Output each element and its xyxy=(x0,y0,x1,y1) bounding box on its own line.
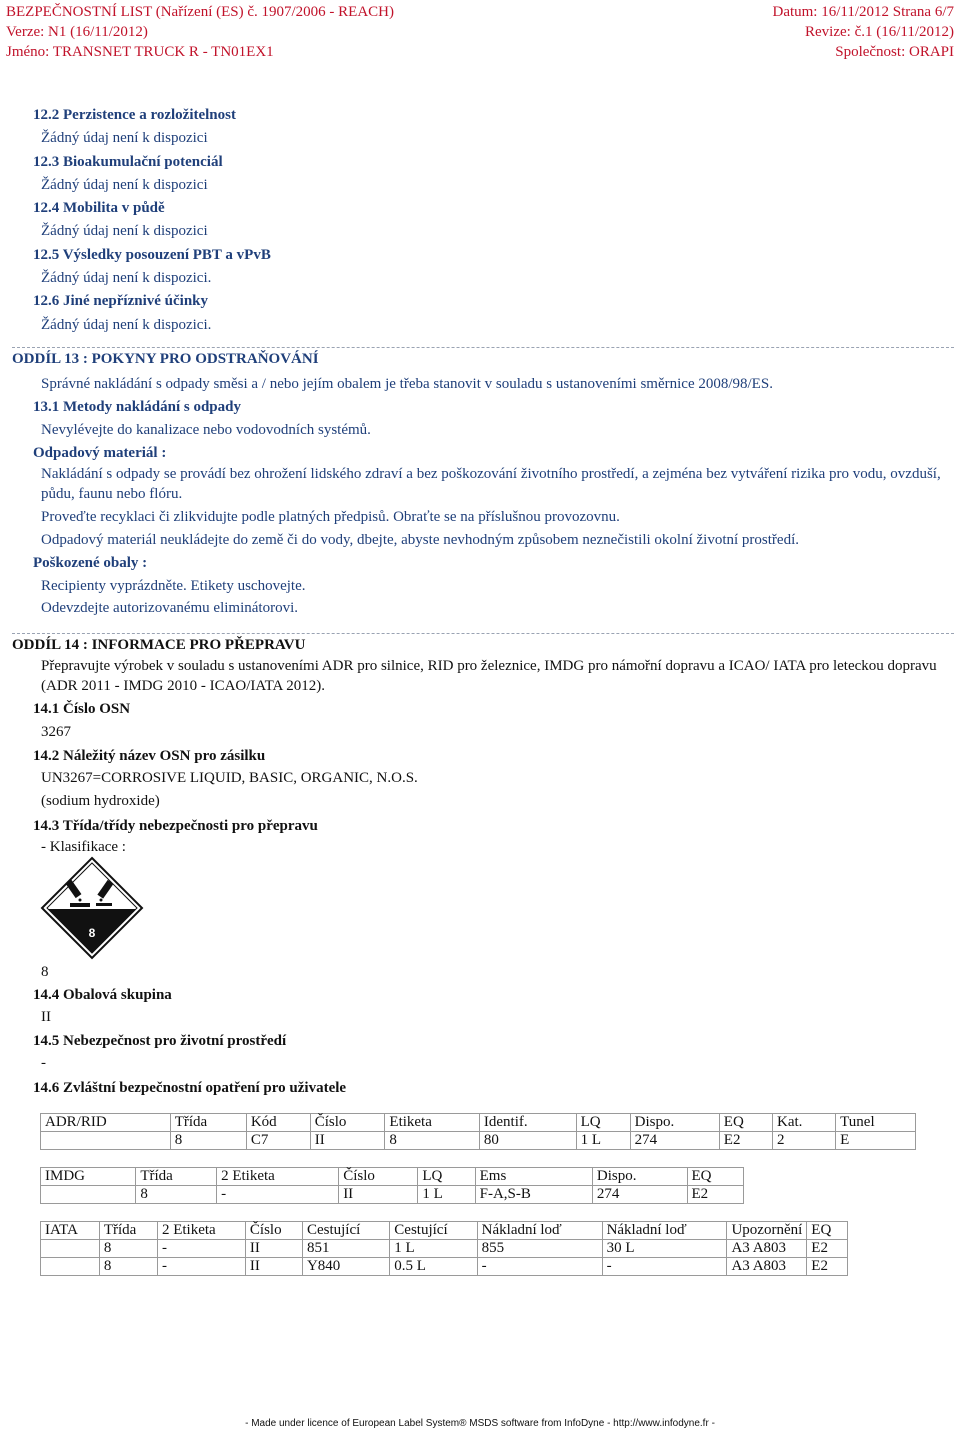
table-cell: Číslo xyxy=(339,1168,418,1186)
table-cell: IMDG xyxy=(41,1168,136,1186)
table-cell: 8 xyxy=(99,1258,157,1276)
table-cell: II xyxy=(310,1132,385,1150)
table-row xyxy=(41,1186,744,1204)
adr-table xyxy=(40,1113,916,1150)
header-version: Verze: N1 (16/11/2012) xyxy=(6,24,148,40)
table-cell: A3 A803 xyxy=(727,1258,807,1276)
table-header-row xyxy=(41,1168,744,1186)
subsection-title: 12.3 Bioakumulační potenciál xyxy=(33,153,223,170)
subsection-text: Žádný údaj není k dispozici. xyxy=(41,316,212,333)
table-cell: Dispo. xyxy=(592,1168,687,1186)
table-cell: 30 L xyxy=(602,1240,727,1258)
table-cell: F-A,S-B xyxy=(475,1186,592,1204)
table-cell: E2 xyxy=(807,1258,848,1276)
table-cell: EQ xyxy=(719,1114,772,1132)
iata-table xyxy=(40,1221,848,1276)
table-cell: 274 xyxy=(592,1186,687,1204)
table-cell: - xyxy=(157,1240,245,1258)
section-14-heading: ODDÍL 14 : INFORMACE PRO PŘEPRAVU xyxy=(12,633,954,655)
table-cell: 855 xyxy=(477,1240,602,1258)
table-cell: 1 L xyxy=(418,1186,475,1204)
header-title: BEZPEČNOSTNÍ LIST (Nařízení (ES) č. 1907/2006 - REACH) xyxy=(6,4,395,20)
table-cell: - xyxy=(217,1186,339,1204)
subsection-text: Žádný údaj není k dispozici xyxy=(41,223,208,240)
table-cell: Y840 xyxy=(302,1258,389,1276)
header-row-2 xyxy=(6,22,954,42)
subsection-text: Žádný údaj není k dispozici. xyxy=(41,270,212,287)
table-cell: Číslo xyxy=(245,1222,302,1240)
table-cell: Cestující xyxy=(390,1222,477,1240)
imdg-table xyxy=(40,1167,744,1204)
table-cell: Kód xyxy=(246,1114,310,1132)
table-cell: 2 Etiketa xyxy=(157,1222,245,1240)
table-cell: Číslo xyxy=(310,1114,385,1132)
table-cell: E2 xyxy=(807,1240,848,1258)
s14-sub4-title: 14.4 Obalová skupina xyxy=(33,987,172,1003)
header-company: Společnost: ORAPI xyxy=(835,44,954,60)
shipping-name-detail: (sodium hydroxide) xyxy=(41,793,160,809)
s13-sub1-title: 13.1 Metody nakládání s odpady xyxy=(33,399,241,415)
table-cell: 80 xyxy=(479,1132,576,1150)
table-cell: Cestující xyxy=(302,1222,389,1240)
table-cell: Nákladní loď xyxy=(602,1222,727,1240)
subsection-text: Žádný údaj není k dispozici xyxy=(41,176,208,193)
waste-material-label: Odpadový materiál : xyxy=(33,445,167,461)
table-cell: Tunel xyxy=(836,1114,916,1132)
table-cell: II xyxy=(245,1240,302,1258)
packaging-text-2: Odevzdejte autorizovanému eliminátorovi. xyxy=(41,600,298,616)
table-cell: IATA xyxy=(41,1222,100,1240)
table-cell: 1 L xyxy=(390,1240,477,1258)
table-cell: II xyxy=(245,1258,302,1276)
table-cell: 8 xyxy=(170,1132,246,1150)
table-cell xyxy=(41,1258,100,1276)
table-cell: E xyxy=(836,1132,916,1150)
classification-label: - Klasifikace : xyxy=(41,839,126,855)
table-cell: E2 xyxy=(687,1186,744,1204)
header-row-3 xyxy=(6,42,954,62)
table-cell: Identif. xyxy=(479,1114,576,1132)
table-cell: - xyxy=(477,1258,602,1276)
s13-intro: Správné nakládání s odpady směsi a / nebo jejím obalem je třeba stanovit v souladu s ustanoveními směrnice 2008/98/ES. xyxy=(41,376,773,392)
s14-sub6-title: 14.6 Zvláštní bezpečnostní opatření pro uživatele xyxy=(33,1080,347,1096)
table-header-row xyxy=(41,1114,916,1132)
table-cell xyxy=(41,1186,136,1204)
subsection-text: Žádný údaj není k dispozici xyxy=(41,130,208,147)
hazard-class: 8 xyxy=(41,964,49,980)
section-13-heading: ODDÍL 13 : POKYNY PRO ODSTRAŇOVÁNÍ xyxy=(12,347,954,369)
header-product-name: Jméno: TRANSNET TRUCK R - TN01EX1 xyxy=(6,44,274,60)
table-cell: A3 A803 xyxy=(727,1240,807,1258)
subsection-title: 12.6 Jiné nepříznivé účinky xyxy=(33,293,209,310)
table-cell: Třída xyxy=(99,1222,157,1240)
environmental-hazard: - xyxy=(41,1055,46,1071)
table-cell: C7 xyxy=(246,1132,310,1150)
table-cell: - xyxy=(157,1258,245,1276)
table-cell: LQ xyxy=(418,1168,475,1186)
header-revision: Revize: č.1 (16/11/2012) xyxy=(805,24,954,40)
pictogram-number: 8 xyxy=(88,926,96,940)
document-header xyxy=(6,2,954,62)
table-cell: LQ xyxy=(576,1114,630,1132)
table-cell: 8 xyxy=(136,1186,217,1204)
table-cell xyxy=(41,1132,171,1150)
footer-licence: - Made under licence of European Label System® MSDS software from InfoDyne - http://www.infodyne.fr - xyxy=(245,1418,715,1429)
table-cell: 2 xyxy=(773,1132,836,1150)
corrosive-class-8-icon xyxy=(40,856,144,960)
s14-sub5-title: 14.5 Nebezpečnost pro životní prostředí xyxy=(33,1033,287,1049)
table-cell: Kat. xyxy=(773,1114,836,1132)
subsection-title: 12.2 Perzistence a rozložitelnost xyxy=(33,107,236,123)
s14-intro: Přepravujte výrobek v souladu s ustanoveními ADR pro silnice, RID pro železnice, IMDG pro námořní dopravu a ICAO/ IATA pro leteckou dopravu (ADR 2011 - IMDG 2010 - ICAO/IATA 2012). xyxy=(41,658,937,694)
header-date-page: Datum: 16/11/2012 Strana 6/7 xyxy=(772,4,954,20)
subsection-title: 12.5 Výsledky posouzení PBT a vPvB xyxy=(33,246,271,263)
table-cell: 8 xyxy=(99,1240,157,1258)
table-cell: 1 L xyxy=(576,1132,630,1150)
table-cell: II xyxy=(339,1186,418,1204)
table-cell xyxy=(41,1240,100,1258)
damaged-packaging-label: Poškozené obaly : xyxy=(33,555,148,571)
table-row xyxy=(41,1240,848,1258)
table-cell: - xyxy=(602,1258,727,1276)
waste-text-3: Odpadový materiál neukládejte do země či do vody, dbejte, abyste nevhodným způsobem neznečistili okolní životní prostředí. xyxy=(41,532,799,548)
table-cell: Třída xyxy=(136,1168,217,1186)
table-header-row xyxy=(41,1222,848,1240)
s14-sub2-title: 14.2 Náležitý název OSN pro zásilku xyxy=(33,748,266,764)
packing-group: II xyxy=(41,1009,51,1025)
packaging-text-1: Recipienty vyprázdněte. Etikety uschovejte. xyxy=(41,578,306,594)
s14-sub1-title: 14.1 Číslo OSN xyxy=(33,701,131,717)
table-cell: Nákladní loď xyxy=(477,1222,602,1240)
table-row xyxy=(41,1132,916,1150)
section-12-list xyxy=(33,104,954,337)
waste-text-1: Nakládání s odpady se provádí bez ohrožení lidského zdraví a bez poškozování životního prostředí, a zejména bez vytváření rizika pro vodu, ovzduší, půdu, faunu nebo flóru. xyxy=(41,466,941,502)
table-cell: Třída xyxy=(170,1114,246,1132)
subsection-title: 12.4 Mobilita v půdě xyxy=(33,200,165,217)
table-cell: 2 Etiketa xyxy=(217,1168,339,1186)
table-cell: 274 xyxy=(630,1132,719,1150)
table-row xyxy=(41,1258,848,1276)
waste-text-2: Proveďte recyklaci či zlikvidujte podle platných předpisů. Obraťte se na příslušnou provozovnu. xyxy=(41,509,620,525)
header-row-1 xyxy=(6,2,954,22)
s14-sub3-title: 14.3 Třída/třídy nebezpečnosti pro přepravu xyxy=(33,818,318,834)
un-number: 3267 xyxy=(41,724,71,740)
s13-sub1-text: Nevylévejte do kanalizace nebo vodovodních systémů. xyxy=(41,422,371,438)
shipping-name: UN3267=CORROSIVE LIQUID, BASIC, ORGANIC, N.O.S. xyxy=(41,770,418,786)
table-cell: Ems xyxy=(475,1168,592,1186)
table-cell: Dispo. xyxy=(630,1114,719,1132)
table-cell: E2 xyxy=(719,1132,772,1150)
table-cell: Upozornění xyxy=(727,1222,807,1240)
table-cell: EQ xyxy=(687,1168,744,1186)
table-cell: 8 xyxy=(385,1132,479,1150)
table-cell: EQ xyxy=(807,1222,848,1240)
table-cell: Etiketa xyxy=(385,1114,479,1132)
table-cell: 0.5 L xyxy=(390,1258,477,1276)
table-cell: 851 xyxy=(302,1240,389,1258)
table-cell: ADR/RID xyxy=(41,1114,171,1132)
